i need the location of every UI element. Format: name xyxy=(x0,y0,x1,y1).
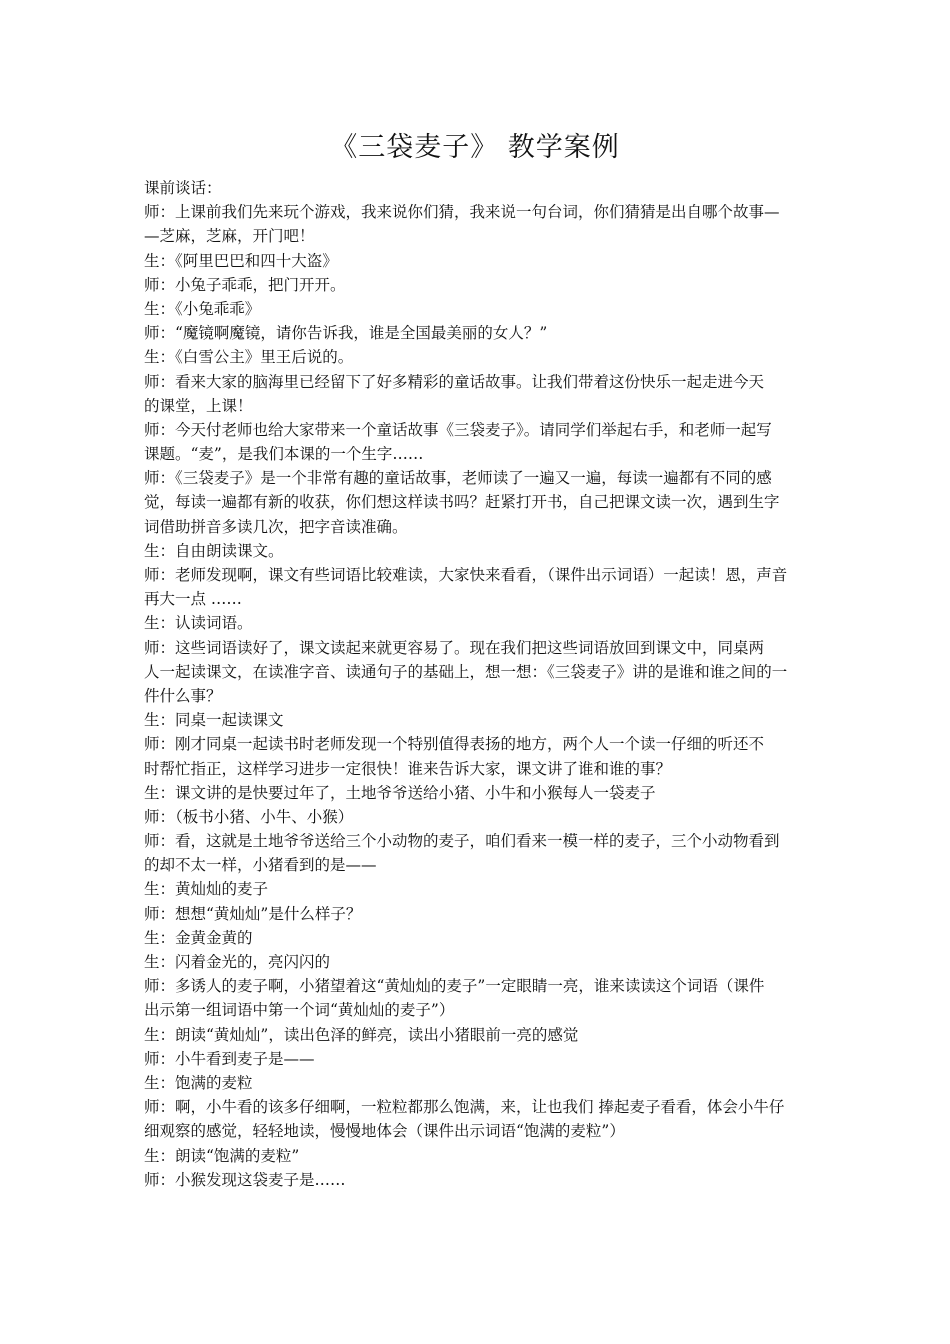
text-line: 词借助拼音多读几次，把字音读准确。 xyxy=(144,517,408,536)
text-line: 细观察的感觉，轻轻地读，慢慢地体会（课件出示词语“饱满的麦粒”） xyxy=(144,1122,625,1141)
text-line: 师：啊，小牛看的该多仔细啊，一粒粒都那么饱满，来，让也我们 捧起麦子看看，体会小牛仔 xyxy=(144,1098,785,1117)
text-line: 师：这些词语读好了，课文读起来就更容易了。现在我们把这些词语放回到课文中，同桌两 xyxy=(144,638,765,657)
text-line: 生：闪着金光的，亮闪闪的 xyxy=(144,953,331,971)
text-line: 师：刚才同桌一起读书时老师发现一个特别值得表扬的地方，两个人一个读一仔细的听还不 xyxy=(144,735,765,754)
text-line: 师：看来大家的脑海里已经留下了好多精彩的童话故事。让我们带着这份快乐一起走进今天 xyxy=(144,372,765,391)
text-line: 师：（板书小猪、小牛、小猴） xyxy=(144,807,354,826)
text-line: 课题。“麦”，是我们本课的一个生字…… xyxy=(144,445,424,464)
text-line: 生：金黄金黄的 xyxy=(144,928,253,947)
text-line: —芝麻，芝麻，开门吧！ xyxy=(144,227,315,246)
text-line: 课前谈话： xyxy=(144,179,222,197)
text-line: 时帮忙指正，这样学习进步一定很快！谁来告诉大家，课文讲了谁和谁的事？ xyxy=(144,759,672,778)
text-line: 生：饱满的麦粒 xyxy=(144,1073,253,1092)
text-line: 师：小兔子乖乖，把门开开。 xyxy=(144,275,346,294)
text-line: 觉，每读一遍都有新的收获，你们想这样读书吗？赶紧打开书，自己把课文读一次，遇到生字 xyxy=(144,493,780,512)
text-line: 师：小牛看到麦子是—— xyxy=(144,1049,315,1068)
text-line: 生：黄灿灿的麦子 xyxy=(144,880,269,899)
text-line: 件什么事？ xyxy=(144,686,222,705)
text-line: 师：今天付老师也给大家带来一个童话故事《三袋麦子》。请同学们举起右手，和老师一起写 xyxy=(144,420,772,439)
text-line: 师：上课前我们先来玩个游戏，我来说你们猜，我来说一句台词，你们猜猜是出自哪个故事— xyxy=(144,203,780,222)
text-line: 再大一点 …… xyxy=(144,590,242,609)
text-line: 的却不太一样，小猪看到的是—— xyxy=(144,856,377,875)
text-line: 生：自由朗读课文。 xyxy=(144,541,284,560)
text-line: 生：《阿里巴巴和四十大盗》 xyxy=(144,251,338,270)
document-body xyxy=(144,176,808,1192)
text-line: 人一起读课文，在读准字音、读通句子的基础上，想一想：《三袋麦子》讲的是谁和谁之间的一 xyxy=(144,662,788,681)
text-line: 生：课文讲的是快要过年了，土地爷爷送给小猪、小牛和小猴每人一袋麦子 xyxy=(144,783,656,802)
text-line: 生：朗读“黄灿灿”，读出色泽的鲜亮，读出小猪眼前一亮的感觉 xyxy=(144,1025,579,1044)
text-line: 师：小猴发现这袋麦子是…… xyxy=(144,1170,346,1189)
text-line: 师：《三袋麦子》是一个非常有趣的童话故事，老师读了一遍又一遍，每读一遍都有不同的感 xyxy=(144,469,772,488)
text-line: 生：《白雪公主》里王后说的。 xyxy=(144,348,354,367)
text-line: 师：老师发现啊，课文有些词语比较难读，大家快来看看，（课件出示词语）一起读！恩，声音 xyxy=(144,566,788,584)
text-line: 师：看，这就是土地爷爷送给三个小动物的麦子，咱们看来一模一样的麦子，三个小动物看到 xyxy=(144,832,780,851)
text-line: 生：《小兔乖乖》 xyxy=(144,299,261,318)
text-line: 师：“魔镜啊魔镜，请你告诉我，谁是全国最美丽的女人？” xyxy=(144,324,548,343)
text-line: 出示第一组词语中第一个词“黄灿灿的麦子”） xyxy=(144,1001,455,1020)
page-title: 《三袋麦子》 教学案例 xyxy=(330,132,620,163)
text-line: 的课堂，上课！ xyxy=(144,396,253,415)
text-line: 生：认读词语。 xyxy=(144,614,253,633)
text-line: 师：多诱人的麦子啊，小猪望着这“黄灿灿的麦子”一定眼睛一亮，谁来读读这个词语（课件 xyxy=(144,977,765,996)
text-line: 生：朗读“饱满的麦粒” xyxy=(144,1146,300,1165)
text-line: 师：想想“黄灿灿”是什么样子？ xyxy=(144,904,362,923)
text-line: 生：同桌一起读课文 xyxy=(144,711,284,730)
